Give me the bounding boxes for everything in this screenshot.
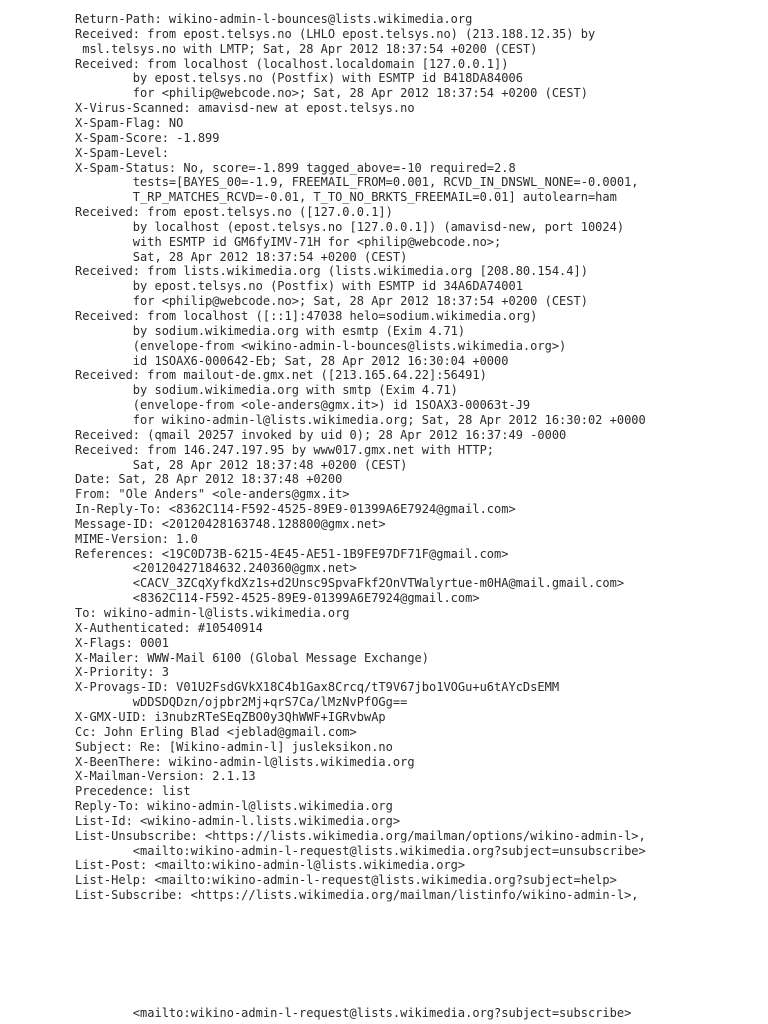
header-line: <mailto:wikino-admin-l-request@lists.wikimedia.org?subject=unsubscribe> [75,843,646,858]
footer-header-line: <mailto:wikino-admin-l-request@lists.wikimedia.org?subject=subscribe> [75,1006,632,1020]
header-line: (envelope-from <ole-anders@gmx.it>) id 1SOAX3-00063t-J9 [75,398,531,413]
header-line: <8362C114-F592-4525-89E9-01399A6E7924@gmail.com> [75,591,480,606]
header-line: <20120427184632.240360@gmx.net> [75,561,357,576]
header-line: Received: from epost.telsys.no ([127.0.0.1]) [75,205,393,220]
header-line: X-Spam-Status: No, score=-1.899 tagged_above=-10 required=2.8 [75,160,516,175]
header-line: Received: (qmail 20257 invoked by uid 0); 28 Apr 2012 16:37:49 -0000 [75,427,567,442]
header-line: Received: from 146.247.197.95 by www017.gmx.net with HTTP; [75,442,495,457]
header-line: From: "Ole Anders" <ole-anders@gmx.it> [75,487,350,502]
header-line: by epost.telsys.no (Postfix) with ESMTP id B418DA84006 [75,71,523,86]
header-line: List-Post: <mailto:wikino-admin-l@lists.wikimedia.org> [75,858,466,873]
header-line: Sat, 28 Apr 2012 18:37:54 +0200 (CEST) [75,249,408,264]
header-line: X-BeenThere: wikino-admin-l@lists.wikimedia.org [75,754,415,769]
header-line: by epost.telsys.no (Postfix) with ESMTP id 34A6DA74001 [75,279,523,294]
header-line: Sat, 28 Apr 2012 18:37:48 +0200 (CEST) [75,457,408,472]
header-line: Precedence: list [75,784,191,799]
header-line: Received: from localhost ([::1]:47038 helo=sodium.wikimedia.org) [75,309,538,323]
header-line: List-Subscribe: <https://lists.wikimedia.org/mailman/listinfo/wikino-admin-l>, [75,888,639,903]
header-line: X-Virus-Scanned: amavisd-new at epost.telsys.no [75,101,415,116]
header-line: X-Flags: 0001 [75,635,169,650]
header-line: <CACV_3ZCqXyfkdXz1s+d2Unsc9SpvaFkf2OnVTWalyrtue-m0HA@mail.gmail.com> [75,576,625,591]
header-line: X-Spam-Score: -1.899 [75,130,220,145]
header-line: Received: from localhost (localhost.localdomain [127.0.0.1]) [75,56,509,71]
header-line: Subject: Re: [Wikino-admin-l] jusleksikon.no [75,739,393,754]
header-line: Received: from epost.telsys.no (LHLO epost.telsys.no) (213.188.12.35) by [75,26,596,41]
header-line: X-Mailman-Version: 2.1.13 [75,769,256,784]
header-line: wDDSDQDzn/ojpbr2Mj+qrS7Ca/lMzNvPfOGg== [75,695,408,710]
header-line: with ESMTP id GM6fyIMV-71H for <philip@webcode.no>; [75,234,502,249]
header-line: msl.telsys.no with LMTP; Sat, 28 Apr 2012 18:37:54 +0200 (CEST) [75,41,538,56]
header-line: (envelope-from <wikino-admin-l-bounces@lists.wikimedia.org>) [75,338,567,353]
header-line: T_RP_MATCHES_RCVD=-0.01, T_TO_NO_BRKTS_FREEMAIL=0.01] autolearn=ham [75,190,617,205]
header-line: X-Authenticated: #10540914 [75,620,263,635]
header-line: List-Unsubscribe: <https://lists.wikimedia.org/mailman/options/wikino-admin-l>, [75,828,646,843]
header-line: by sodium.wikimedia.org with esmtp (Exim 4.71) [75,323,466,338]
header-line: Cc: John Erling Blad <jeblad@gmail.com> [75,724,357,739]
header-line: id 1SOAX6-000642-Eb; Sat, 28 Apr 2012 16:30:04 +0000 [75,353,509,368]
header-line: Received: from lists.wikimedia.org (lists.wikimedia.org [208.80.154.4]) [75,264,588,279]
header-line: X-Mailer: WWW-Mail 6100 (Global Message Exchange) [75,650,430,665]
header-line: List-Id: <wikino-admin-l.lists.wikimedia.org> [75,813,401,828]
header-line: Reply-To: wikino-admin-l@lists.wikimedia.org [75,799,393,814]
header-line: Received: from mailout-de.gmx.net ([213.165.64.22]:56491) [75,368,487,383]
header-line: by localhost (epost.telsys.no [127.0.0.1]) (amavisd-new, port 10024) [75,219,625,234]
header-line: by sodium.wikimedia.org with smtp (Exim 4.71) [75,383,458,398]
header-line: X-Spam-Level: [75,145,169,160]
header-line: Date: Sat, 28 Apr 2012 18:37:48 +0200 [75,472,343,487]
header-line: Return-Path: wikino-admin-l-bounces@lists.wikimedia.org [75,12,473,26]
header-line: for <philip@webcode.no>; Sat, 28 Apr 2012 18:37:54 +0200 (CEST) [75,86,588,101]
header-line: for <philip@webcode.no>; Sat, 28 Apr 2012 18:37:54 +0200 (CEST) [75,294,588,309]
header-line: In-Reply-To: <8362C114-F592-4525-89E9-01399A6E7924@gmail.com> [75,502,516,517]
header-line: References: <19C0D73B-6215-4E45-AE51-1B9FE97DF71F@gmail.com> [75,546,509,561]
header-line: for wikino-admin-l@lists.wikimedia.org; Sat, 28 Apr 2012 16:30:02 +0000 [75,412,646,427]
header-line: List-Help: <mailto:wikino-admin-l-request@lists.wikimedia.org?subject=help> [75,873,617,888]
header-line: Message-ID: <20120428163748.128800@gmx.net> [75,516,386,531]
header-line: MIME-Version: 1.0 [75,531,198,546]
header-line: X-GMX-UID: i3nubzRTeSEqZBO0y3QhWWF+IGRvbwAp [75,709,386,724]
header-line: X-Spam-Flag: NO [75,115,184,130]
header-line: tests=[BAYES_00=-1.9, FREEMAIL_FROM=0.001, RCVD_IN_DNSWL_NONE=-0.0001, [75,175,639,190]
header-line: X-Provags-ID: V01U2FsdGVkX18C4b1Gax8Crcq/tT9V67jbo1VOGu+u6tAYcDsEMM [75,680,560,695]
header-line: X-Priority: 3 [75,665,169,680]
header-line: To: wikino-admin-l@lists.wikimedia.org [75,606,350,620]
